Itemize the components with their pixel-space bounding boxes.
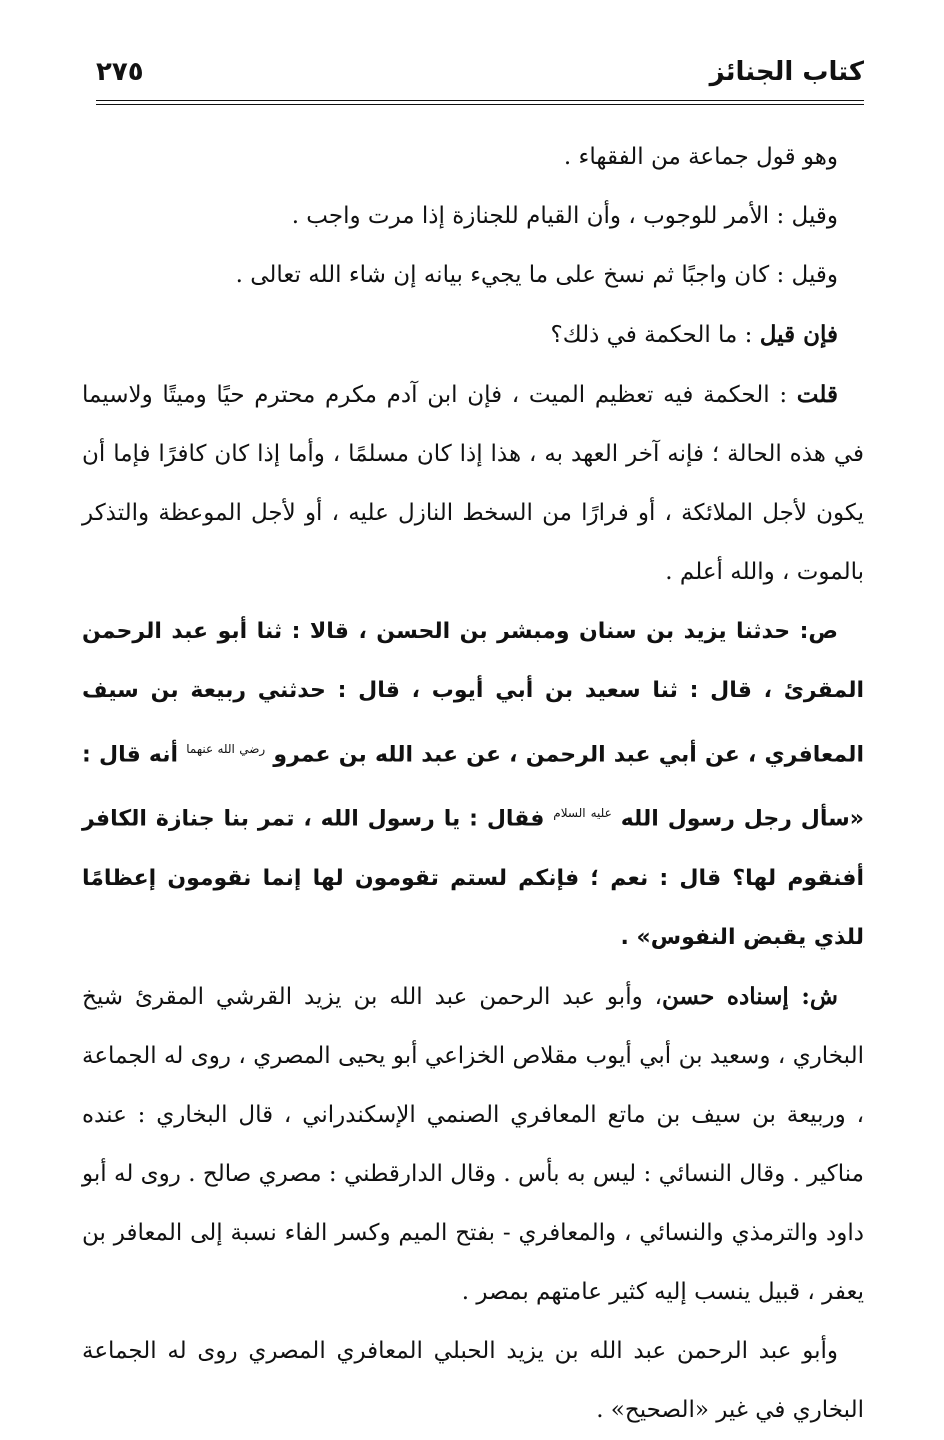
page-number: ٢٧٥ — [96, 57, 144, 87]
page-body — [82, 128, 864, 1440]
hadith-narration: فقال : يا رسول الله ، تمر بنا جنازة الكافر أفنقوم لها؟ قال : نعم ؛ فإنكم لستم تقومون لها إنما نقومون إعظامًا للذي يقبض النفوس» . — [82, 806, 864, 950]
paragraph-question — [82, 305, 864, 365]
commentary-lead: ش: إسناده حسن — [662, 982, 838, 1010]
header-rule — [96, 100, 864, 101]
hadith-narration-start: أنه قال : «سأل رجل رسول الله — [82, 742, 865, 832]
hadith-chain: ص: حدثنا يزيد بن سنان ومبشر بن الحسن ، قالا : ثنا أبو عبد الرحمن المقرئ ، قال : ثنا سعيد بن أبي أيوب ، قال : حدثني ربيعة بن سيف المعافري ، عن أبي عبد الرحمن ، عن عبد الله بن عمرو — [82, 619, 864, 768]
answer-lead: قلت — [796, 381, 838, 408]
honorific-alayhi-salam: عليه السلام — [553, 806, 612, 821]
answer-text: : الحكمة فيه تعظيم الميت ، فإن ابن آدم مكرم محترم حيًا وميتًا ولاسيما في هذه الحالة ؛ فإنه آخر العهد به ، هذا إذا كان مسلمًا ، وأما إذا كان كافرًا فإما أن يكون لأجل الملائكة ، أو فرارًا من السخط النازل عليه ، أو لأجل الموعظة والتذكر بالموت ، والله أعلم . — [82, 382, 864, 585]
running-header — [96, 52, 864, 98]
paragraph-commentary — [82, 967, 864, 1322]
header-rule-thin — [96, 104, 864, 105]
commentary-text: ، وأبو عبد الرحمن عبد الله بن يزيد القرشي المقرئ شيخ البخاري ، وسعيد بن أبي أيوب مقلاص الخزاعي أبو يحيى المصري ، روى له الجماعة ، وربيعة بن سيف بن ماتع المعافري الصنمي الإسكندراني ، قال البخاري : عنده مناكير . وقال النسائي : ليس به بأس . وقال الدارقطني : مصري صالح . روى له أبو داود والترمذي والنسائي ، والمعافري - بفتح الميم وكسر الفاء نسبة إلى المعافر بن يعفر ، قبيل ينسب إليه كثير عامتهم بمصر . — [82, 983, 864, 1305]
hadith-text — [82, 602, 864, 967]
book-title: كتاب الجنائز — [709, 57, 864, 87]
paragraph-3: وقيل : كان واجبًا ثم نسخ على ما يجيء بيانه إن شاء الله تعالى . — [235, 262, 838, 288]
question-text: : ما الحكمة في ذلك؟ — [550, 322, 760, 348]
paragraph-final: وأبو عبد الرحمن عبد الله بن يزيد الحبلي المعافري المصري روى له الجماعة البخاري في غير «الصحيح» . — [82, 1337, 864, 1423]
paragraph-1: وهو قول جماعة من الفقهاء . — [563, 144, 838, 170]
honorific-radiallah: رضي الله عنهما — [186, 742, 266, 756]
question-lead: فإن قيل — [759, 321, 838, 348]
paragraph-answer — [82, 365, 864, 602]
paragraph-2: وقيل : الأمر للوجوب ، وأن القيام للجنازة إذا مرت واجب . — [291, 203, 838, 229]
